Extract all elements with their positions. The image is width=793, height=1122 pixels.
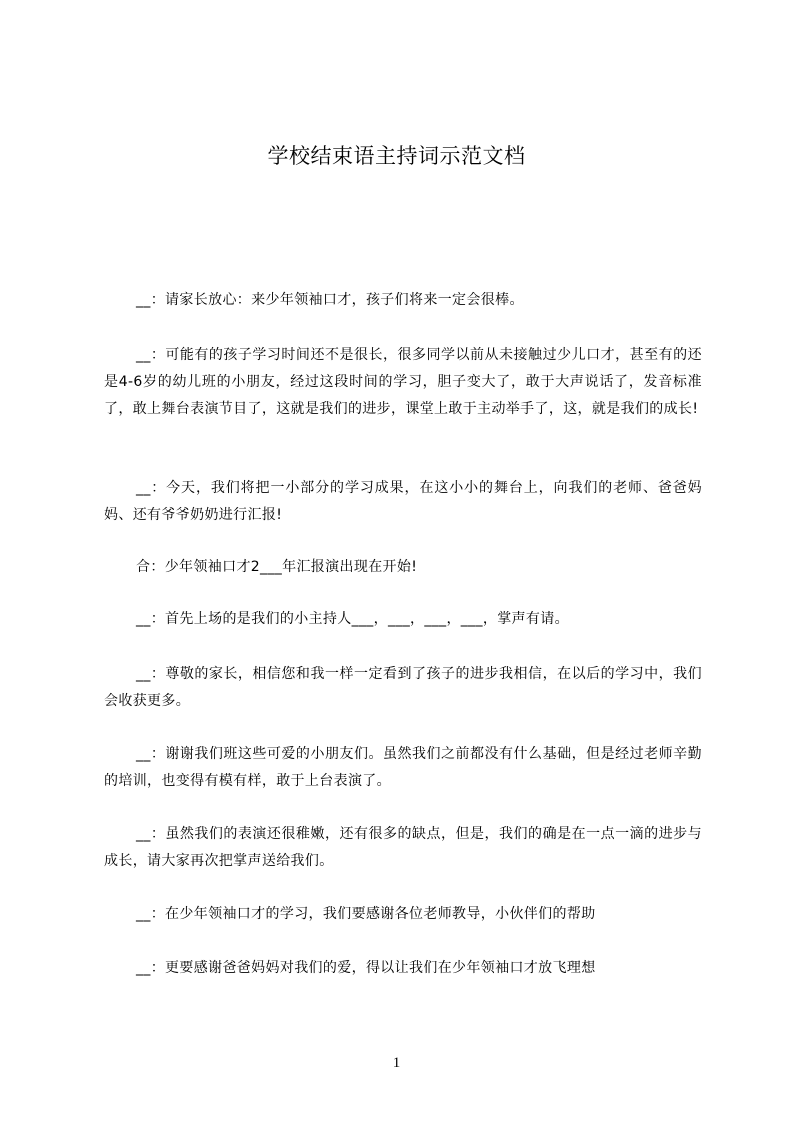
paragraph-4: 合：少年领袖口才2___年汇报演出现在开始! bbox=[136, 559, 418, 575]
page-number: 1 bbox=[392, 1055, 401, 1071]
paragraph-9: __：在少年领袖口才的学习，我们要感谢各位老师教导，小伙伴们的帮助 bbox=[136, 906, 596, 922]
paragraph-6: __：尊敬的家长，相信您和我一样一定看到了孩子的进步我相信，在以后的学习中，我们会收获更多。 bbox=[104, 666, 702, 709]
paragraph-3: __：今天，我们将把一小部分的学习成果，在这小小的舞台上，向我们的老师、爸爸妈妈、还有爷爷奶奶进行汇报! bbox=[104, 480, 702, 523]
paragraph-8: __：虽然我们的表演还很稚嫩，还有很多的缺点，但是，我们的确是在一点一滴的进步与成长，请大家再次把掌声送给我们。 bbox=[104, 826, 702, 869]
paragraph-10: __：更要感谢爸爸妈妈对我们的爱，得以让我们在少年领袖口才放飞理想 bbox=[136, 960, 596, 976]
paragraph-7: __：谢谢我们班这些可爱的小朋友们。虽然我们之前都没有什么基础，但是经过老师辛勤的培训，也变得有模有样，敢于上台表演了。 bbox=[104, 746, 702, 789]
document-title: 学校结束语主持词示范文档 bbox=[267, 144, 526, 168]
paragraph-2: __：可能有的孩子学习时间还不是很长，很多同学以前从未接触过少儿口才，甚至有的还是4-6岁的幼儿班的小朋友，经过这段时间的学习，胆子变大了，敢于大声说话了，发音标准了，敢上舞台表演节目了，这就是我们的进步，课堂上敢于主动举手了，这，就是我们的成长! bbox=[104, 347, 702, 417]
paragraph-1: __：请家长放心：来少年领袖口才，孩子们将来一定会很棒。 bbox=[136, 292, 524, 308]
paragraph-5: __：首先上场的是我们的小主持人___，___，___，___，掌声有请。 bbox=[136, 611, 569, 627]
